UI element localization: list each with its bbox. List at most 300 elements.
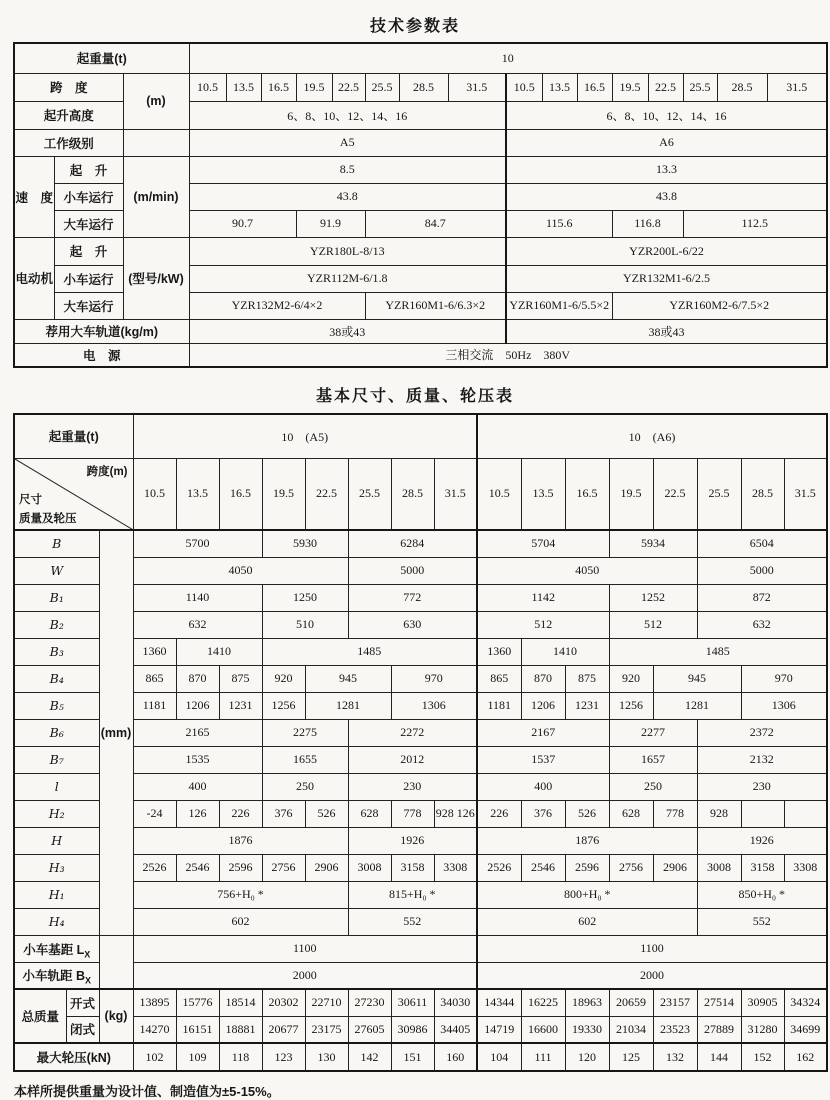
value-cell: 28.5: [391, 458, 434, 530]
value-cell: 870: [521, 665, 565, 692]
diagonal-header-text: 尺寸: [19, 493, 42, 506]
value-cell: 43.8: [189, 183, 506, 210]
technical-parameters-table: [13, 42, 828, 368]
value-cell: 2277: [609, 719, 697, 746]
table-row: [14, 935, 827, 962]
value-cell: 2272: [348, 719, 477, 746]
value-cell: 1876: [133, 827, 348, 854]
value-cell: 14719: [477, 1016, 521, 1043]
value-cell: 400: [133, 773, 262, 800]
value-cell: 970: [391, 665, 477, 692]
value-cell: 31280: [741, 1016, 784, 1043]
value-cell: 144: [697, 1043, 741, 1071]
table-row: [14, 962, 827, 989]
value-cell: YZR160M2-6/7.5×2: [612, 292, 827, 319]
value-cell: 13.5: [226, 73, 261, 101]
value-cell: 90.7: [189, 210, 296, 237]
value-cell: 30905: [741, 989, 784, 1016]
value-cell: 116.8: [612, 210, 683, 237]
value-cell: 84.7: [365, 210, 506, 237]
value-cell: 2012: [348, 746, 477, 773]
value-cell: 1306: [741, 692, 827, 719]
value-cell: 1537: [477, 746, 609, 773]
value-cell: 20659: [609, 989, 653, 1016]
power-supply-value: 三相交流 50Hz 380V: [189, 343, 827, 367]
value-cell: 13.3: [506, 156, 827, 183]
table-row: [14, 881, 827, 908]
value-cell: 2372: [697, 719, 827, 746]
value-cell: 920: [609, 665, 653, 692]
value-cell: 2132: [697, 746, 827, 773]
row-label-closed-type: 闭式: [66, 1016, 99, 1043]
value-cell: 123: [262, 1043, 305, 1071]
value-cell: 142: [348, 1043, 391, 1071]
value-cell: 25.5: [365, 73, 399, 101]
value-cell: 38或43: [189, 319, 506, 343]
row-label-trolley-wheelbase: 小车基距 $L_X$: [14, 935, 99, 962]
value-cell: 13895: [133, 989, 176, 1016]
value-cell: YZR160M1-6/6.3×2: [365, 292, 506, 319]
table-row: [14, 584, 827, 611]
value-cell: 5704: [477, 530, 609, 557]
value-cell: 2906: [653, 854, 697, 881]
value-cell: 4050: [133, 557, 348, 584]
value-cell: 3158: [741, 854, 784, 881]
value-cell: 2165: [133, 719, 262, 746]
row-label-crane-travel: 大车运行: [54, 210, 123, 237]
table-row: [14, 773, 827, 800]
value-cell: 22.5: [648, 73, 683, 101]
value-cell: 28.5: [399, 73, 448, 101]
value-cell: 1256: [262, 692, 305, 719]
value-cell: 632: [133, 611, 262, 638]
row-label-H1: H₁: [14, 881, 99, 908]
value-cell: 132: [653, 1043, 697, 1071]
value-cell: 1252: [609, 584, 697, 611]
diagonal-header-cell: [14, 458, 133, 530]
table-row: [14, 665, 827, 692]
value-cell: 376: [521, 800, 565, 827]
value-cell: 23157: [653, 989, 697, 1016]
table-row: [14, 800, 827, 827]
unit-m: (m): [123, 73, 189, 129]
value-cell: 1181: [133, 692, 176, 719]
value-cell: 2546: [176, 854, 219, 881]
value-cell: 151: [391, 1043, 434, 1071]
table-row: [14, 638, 827, 665]
value-cell: 34699: [784, 1016, 827, 1043]
row-label-B1: B₁: [14, 584, 99, 611]
value-cell: 13.5: [542, 73, 577, 101]
lifting-capacity-value: 10: [189, 43, 827, 73]
value-cell: 30986: [391, 1016, 434, 1043]
row-label-B4: B₄: [14, 665, 99, 692]
value-cell: 160: [434, 1043, 477, 1071]
table-row: [14, 611, 827, 638]
row-label-trolley-travel: 小车运行: [54, 265, 123, 292]
row-label-l: l: [14, 773, 99, 800]
row-label-duty-class: 工作级别: [14, 129, 123, 156]
value-cell: 928: [697, 800, 741, 827]
value-cell: 1281: [305, 692, 391, 719]
value-cell: 2546: [521, 854, 565, 881]
value-cell: 19.5: [296, 73, 332, 101]
value-cell: 14344: [477, 989, 521, 1016]
unit-mm: (mm): [99, 530, 133, 935]
row-label-B: B: [14, 530, 99, 557]
value-cell: 1535: [133, 746, 262, 773]
row-label-crane-travel: 大车运行: [54, 292, 123, 319]
value-cell: 118: [219, 1043, 262, 1071]
value-cell: 91.9: [296, 210, 365, 237]
value-cell: 10.5: [506, 73, 542, 101]
value-cell: 31.5: [434, 458, 477, 530]
value-cell: 850+H₀ *: [697, 881, 827, 908]
table-row: [14, 129, 827, 156]
value-cell: 6、8、10、12、14、16: [189, 101, 506, 129]
value-cell: 5700: [133, 530, 262, 557]
value-cell: 2167: [477, 719, 609, 746]
value-cell: 376: [262, 800, 305, 827]
value-cell: 130: [305, 1043, 348, 1071]
value-cell: 34324: [784, 989, 827, 1016]
value-cell: 10.5: [133, 458, 176, 530]
value-cell: 10.5: [189, 73, 226, 101]
row-label-H3: H₃: [14, 854, 99, 881]
value-cell: 1926: [348, 827, 477, 854]
value-cell: YZR132M1-6/2.5: [506, 265, 827, 292]
value-cell: 512: [477, 611, 609, 638]
table-row: [14, 1016, 827, 1043]
value-cell: 104: [477, 1043, 521, 1071]
unit-model-kw: (型号/kW): [123, 237, 189, 319]
value-cell: 20677: [262, 1016, 305, 1043]
value-cell: 2000: [477, 962, 827, 989]
row-label-power-supply: 电 源: [14, 343, 189, 367]
unit-kg: (kg): [99, 989, 133, 1043]
value-cell: 25.5: [697, 458, 741, 530]
value-cell: 510: [262, 611, 348, 638]
value-cell: 2526: [477, 854, 521, 881]
value-cell: 4050: [477, 557, 697, 584]
value-cell: 3308: [434, 854, 477, 881]
row-label-H: H: [14, 827, 99, 854]
table-row: [14, 854, 827, 881]
value-cell: 1181: [477, 692, 521, 719]
value-cell: 30611: [391, 989, 434, 1016]
value-cell: 16.5: [219, 458, 262, 530]
value-cell: 16.5: [577, 73, 612, 101]
value-cell: 14270: [133, 1016, 176, 1043]
diagonal-header-text: 跨度(m): [86, 465, 128, 478]
table-row: [14, 414, 827, 458]
table-row: [14, 1043, 827, 1071]
value-cell: 112.5: [683, 210, 827, 237]
value-cell: 5934: [609, 530, 697, 557]
value-cell: 945: [305, 665, 391, 692]
value-cell: 109: [176, 1043, 219, 1071]
value-cell: 870: [176, 665, 219, 692]
row-label-B6: B₆: [14, 719, 99, 746]
value-cell: 250: [262, 773, 348, 800]
row-label-B2: B₂: [14, 611, 99, 638]
value-cell: 23175: [305, 1016, 348, 1043]
value-cell: 865: [133, 665, 176, 692]
row-label-recommended-rail: 荐用大车轨道(kg/m): [14, 319, 189, 343]
value-cell: 756+H₀ *: [133, 881, 348, 908]
value-cell: 400: [477, 773, 609, 800]
value-cell: 28.5: [717, 73, 767, 101]
value-cell: 31.5: [767, 73, 827, 101]
value-cell: 1410: [521, 638, 609, 665]
value-cell: 2756: [609, 854, 653, 881]
diagonal-header-text: 质量及轮压: [19, 513, 77, 526]
value-cell: 2275: [262, 719, 348, 746]
value-cell: 1360: [133, 638, 176, 665]
value-cell: 16151: [176, 1016, 219, 1043]
value-cell: 230: [348, 773, 477, 800]
dimensions-mass-wheel-pressure-table: [13, 413, 828, 1072]
value-cell: 31.5: [784, 458, 827, 530]
value-cell: 19330: [565, 1016, 609, 1043]
value-cell: 27514: [697, 989, 741, 1016]
value-cell: 18963: [565, 989, 609, 1016]
value-cell: 1231: [565, 692, 609, 719]
value-cell: 34405: [434, 1016, 477, 1043]
value-cell: A5: [189, 129, 506, 156]
label-cell: [123, 129, 189, 156]
row-label-B7: B₇: [14, 746, 99, 773]
value-cell: 226: [219, 800, 262, 827]
value-cell: 2596: [219, 854, 262, 881]
value-cell: 5000: [697, 557, 827, 584]
value-cell: [784, 800, 827, 827]
value-cell: 1655: [262, 746, 348, 773]
value-cell: YZR160M1-6/5.5×2: [506, 292, 612, 319]
row-label-lifting-capacity: 起重量(t): [14, 43, 189, 73]
value-cell: 27230: [348, 989, 391, 1016]
table-row: [14, 156, 827, 183]
value-cell: 628: [609, 800, 653, 827]
row-label-W: W: [14, 557, 99, 584]
table-row: [14, 458, 827, 530]
row-label-H4: H₄: [14, 908, 99, 935]
value-cell: 630: [348, 611, 477, 638]
value-cell: [741, 800, 784, 827]
capacity-a6-header: 10 (A6): [477, 414, 827, 458]
value-cell: 1231: [219, 692, 262, 719]
value-cell: 18514: [219, 989, 262, 1016]
value-cell: 25.5: [348, 458, 391, 530]
table-row: [14, 530, 827, 557]
label-cell: [99, 935, 133, 989]
value-cell: 16.5: [261, 73, 296, 101]
table-row: [14, 719, 827, 746]
row-label-lifting-height: 起升高度: [14, 101, 123, 129]
table-row: [14, 908, 827, 935]
value-cell: 632: [697, 611, 827, 638]
value-cell: 2756: [262, 854, 305, 881]
value-cell: 970: [741, 665, 827, 692]
value-cell: 2596: [565, 854, 609, 881]
value-cell: 27889: [697, 1016, 741, 1043]
table-row: [14, 746, 827, 773]
value-cell: 1657: [609, 746, 697, 773]
value-cell: 928 126: [434, 800, 477, 827]
value-cell: 1485: [609, 638, 827, 665]
value-cell: 102: [133, 1043, 176, 1071]
value-cell: 1250: [262, 584, 348, 611]
value-cell: 19.5: [262, 458, 305, 530]
value-cell: 10.5: [477, 458, 521, 530]
value-cell: 815+H₀ *: [348, 881, 477, 908]
value-cell: 526: [565, 800, 609, 827]
value-cell: 16225: [521, 989, 565, 1016]
value-cell: 15776: [176, 989, 219, 1016]
value-cell: 5930: [262, 530, 348, 557]
row-label-max-wheel-pressure: 最大轮压(kN): [14, 1043, 133, 1071]
value-cell: 5000: [348, 557, 477, 584]
unit-m-min: (m/min): [123, 156, 189, 237]
value-cell: 3008: [697, 854, 741, 881]
row-label-B5: B₅: [14, 692, 99, 719]
table-row: [14, 237, 827, 265]
value-cell: 6284: [348, 530, 477, 557]
value-cell: 778: [653, 800, 697, 827]
value-cell: 34030: [434, 989, 477, 1016]
row-label-span: 跨 度: [14, 73, 123, 101]
value-cell: 126: [176, 800, 219, 827]
value-cell: 1281: [653, 692, 741, 719]
value-cell: 250: [609, 773, 697, 800]
value-cell: 8.5: [189, 156, 506, 183]
value-cell: 23523: [653, 1016, 697, 1043]
value-cell: YZR180L-8/13: [189, 237, 506, 265]
table-row: [14, 557, 827, 584]
row-label-trolley-gauge: 小车轨距 $B_X$: [14, 962, 99, 989]
value-cell: 602: [477, 908, 697, 935]
value-cell: 19.5: [609, 458, 653, 530]
row-label-hoisting: 起 升: [54, 237, 123, 265]
value-cell: 512: [609, 611, 697, 638]
value-cell: 1306: [391, 692, 477, 719]
value-cell: 43.8: [506, 183, 827, 210]
value-cell: 230: [697, 773, 827, 800]
row-label-open-type: 开式: [66, 989, 99, 1016]
row-label-B3: B₃: [14, 638, 99, 665]
value-cell: 945: [653, 665, 741, 692]
value-cell: 38或43: [506, 319, 827, 343]
value-cell: 865: [477, 665, 521, 692]
table-row: [14, 343, 827, 367]
value-cell: 226: [477, 800, 521, 827]
table-row: [14, 827, 827, 854]
value-cell: 1256: [609, 692, 653, 719]
value-cell: 111: [521, 1043, 565, 1071]
row-label-trolley-travel: 小车运行: [54, 183, 123, 210]
value-cell: 872: [697, 584, 827, 611]
value-cell: 13.5: [176, 458, 219, 530]
value-cell: 19.5: [612, 73, 648, 101]
value-cell: 1926: [697, 827, 827, 854]
value-cell: 3158: [391, 854, 434, 881]
value-cell: 1410: [176, 638, 262, 665]
value-cell: 16.5: [565, 458, 609, 530]
value-cell: 1100: [477, 935, 827, 962]
value-cell: 152: [741, 1043, 784, 1071]
value-cell: 920: [262, 665, 305, 692]
value-cell: 1142: [477, 584, 609, 611]
value-cell: 22.5: [332, 73, 365, 101]
value-cell: 28.5: [741, 458, 784, 530]
page-title-dimensions-mass-wheel-pressure: 基本尺寸、质量、轮压表: [315, 388, 514, 405]
table-row: [14, 319, 827, 343]
value-cell: 1485: [262, 638, 477, 665]
footnote: 本样所提供重量为设计值、制造值为±5-15%。: [14, 1084, 280, 1099]
value-cell: 120: [565, 1043, 609, 1071]
value-cell: 18881: [219, 1016, 262, 1043]
value-cell: 875: [219, 665, 262, 692]
row-label-hoisting: 起 升: [54, 156, 123, 183]
value-cell: 31.5: [448, 73, 506, 101]
page-title-technical-parameters: 技术参数表: [369, 18, 460, 35]
group-label-speed: 速 度: [14, 156, 54, 237]
value-cell: 875: [565, 665, 609, 692]
group-label-motor: 电动机: [14, 237, 54, 319]
table-row: [14, 989, 827, 1016]
row-label-H2: H₂: [14, 800, 99, 827]
value-cell: 3308: [784, 854, 827, 881]
value-cell: YZR112M-6/1.8: [189, 265, 506, 292]
value-cell: 526: [305, 800, 348, 827]
value-cell: 1206: [176, 692, 219, 719]
value-cell: -24: [133, 800, 176, 827]
row-label-lifting-capacity: 起重量(t): [14, 414, 133, 458]
value-cell: 778: [391, 800, 434, 827]
value-cell: 22710: [305, 989, 348, 1016]
table-row: [14, 43, 827, 73]
value-cell: 27605: [348, 1016, 391, 1043]
value-cell: 22.5: [305, 458, 348, 530]
value-cell: YZR132M2-6/4×2: [189, 292, 365, 319]
value-cell: 25.5: [683, 73, 717, 101]
value-cell: 2526: [133, 854, 176, 881]
group-label-total-mass: 总质量: [14, 989, 66, 1043]
value-cell: 2000: [133, 962, 477, 989]
value-cell: 2906: [305, 854, 348, 881]
value-cell: 1140: [133, 584, 262, 611]
value-cell: 6504: [697, 530, 827, 557]
table-row: [14, 73, 827, 101]
capacity-a5-header: 10 (A5): [133, 414, 477, 458]
value-cell: 162: [784, 1043, 827, 1071]
value-cell: 6、8、10、12、14、16: [506, 101, 827, 129]
value-cell: 1206: [521, 692, 565, 719]
value-cell: 13.5: [521, 458, 565, 530]
value-cell: 115.6: [506, 210, 612, 237]
value-cell: 3008: [348, 854, 391, 881]
value-cell: 1876: [477, 827, 697, 854]
value-cell: A6: [506, 129, 827, 156]
value-cell: 1360: [477, 638, 521, 665]
value-cell: YZR200L-6/22: [506, 237, 827, 265]
value-cell: 20302: [262, 989, 305, 1016]
value-cell: 125: [609, 1043, 653, 1071]
table-row: [14, 692, 827, 719]
value-cell: 21034: [609, 1016, 653, 1043]
value-cell: 1100: [133, 935, 477, 962]
value-cell: 552: [697, 908, 827, 935]
